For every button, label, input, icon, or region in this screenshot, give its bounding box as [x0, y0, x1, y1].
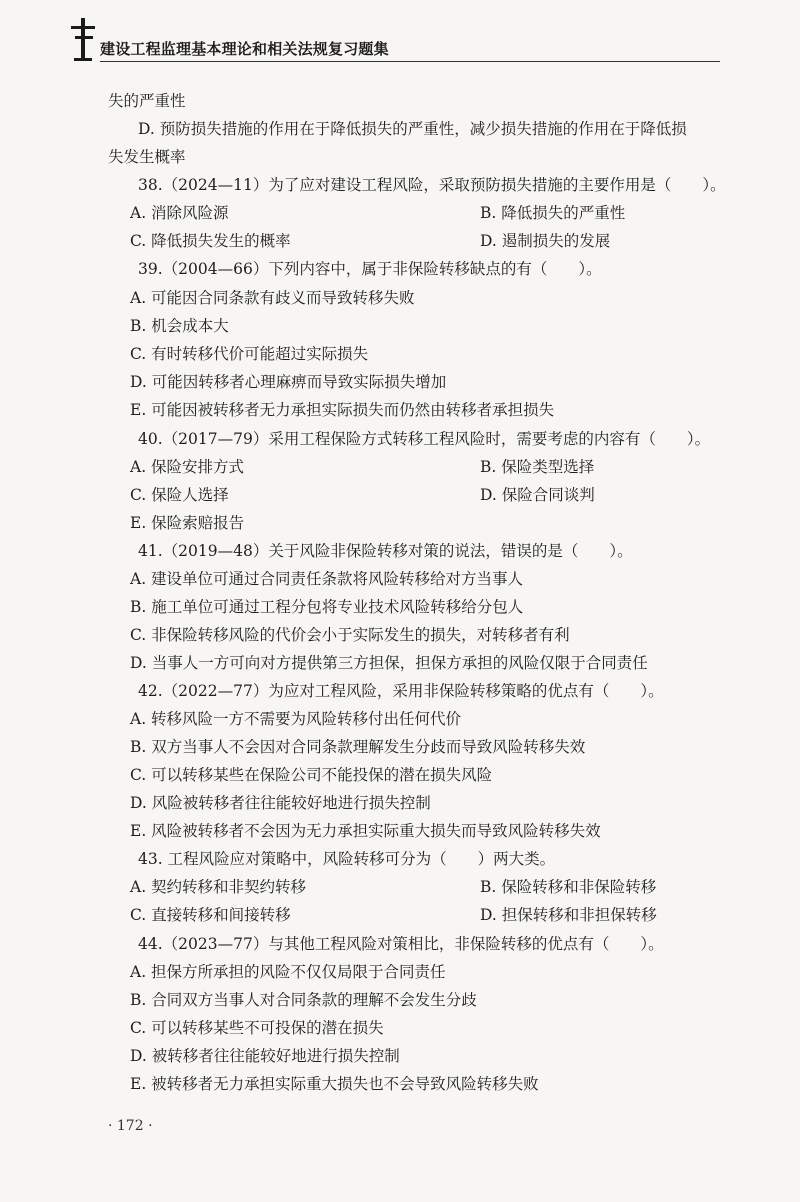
question-39: 39.（2004—66）下列内容中，属于非保险转移缺点的有（ ）。 — [138, 260, 602, 278]
option-c: C. 可以转移某些在保险公司不能投保的潜在损失风险 — [130, 766, 493, 784]
option-c: C. 非保险转移风险的代价会小于实际发生的损失，对转移者有利 — [130, 626, 570, 644]
option-c: C. 可以转移某些不可投保的潜在损失 — [130, 1019, 384, 1037]
question-42: 42.（2022—77）为应对工程风险，采用非保险转移策略的优点有（ ）。 — [138, 682, 664, 700]
question-40: 40.（2017—79）采用工程保险方式转移工程风险时，需要考虑的内容有（ ）。 — [138, 430, 711, 448]
option-b: B. 保险转移和非保险转移 — [480, 878, 657, 896]
option-a: A. 转移风险一方不需要为风险转移付出任何代价 — [130, 710, 462, 728]
question-43: 43. 工程风险应对策略中，风险转移可分为（ ）两大类。 — [138, 850, 556, 868]
option-a: A. 担保方所承担的风险不仅仅局限于合同责任 — [130, 963, 446, 981]
option-b: B. 施工单位可通过工程分包将专业技术风险转移给分包人 — [130, 598, 524, 616]
option-a: A. 消除风险源 — [130, 204, 229, 222]
option-d: D. 当事人一方可向对方提供第三方担保，担保方承担的风险仅限于合同责任 — [130, 654, 648, 672]
page-number: · 172 · — [108, 1118, 153, 1134]
question-44: 44.（2023—77）与其他工程风险对策相比，非保险转移的优点有（ ）。 — [138, 935, 664, 953]
text-line: D. 预防损失措施的作用在于降低损失的严重性，减少损失措施的作用在于降低损 — [138, 120, 687, 138]
option-c: C. 直接转移和间接转移 — [130, 906, 291, 924]
option-b: B. 机会成本大 — [130, 317, 229, 335]
option-d: D. 可能因转移者心理麻痹而导致实际损失增加 — [130, 373, 447, 391]
option-b: B. 保险类型选择 — [480, 458, 595, 476]
running-head-title: 建设工程监理基本理论和相关法规复习题集 — [100, 40, 389, 58]
option-b: B. 合同双方当事人对合同条款的理解不会发生分歧 — [130, 991, 477, 1009]
option-a: A. 保险安排方式 — [130, 458, 245, 476]
option-a: A. 建设单位可通过合同责任条款将风险转移给对方当事人 — [130, 570, 524, 588]
option-d: D. 风险被转移者往往能较好地进行损失控制 — [130, 794, 431, 812]
option-d: D. 保险合同谈判 — [480, 486, 595, 504]
option-d: D. 被转移者往往能较好地进行损失控制 — [130, 1047, 400, 1065]
question-41: 41.（2019—48）关于风险非保险转移对策的说法，错误的是（ ）。 — [138, 542, 633, 560]
option-d: D. 遏制损失的发展 — [480, 232, 611, 250]
option-e: E. 被转移者无力承担实际重大损失也不会导致风险转移失败 — [130, 1075, 539, 1093]
text-line: 失的严重性 — [108, 92, 186, 110]
option-e: E. 风险被转移者不会因为无力承担实际重大损失而导致风险转移失效 — [130, 822, 601, 840]
option-c: C. 保险人选择 — [130, 486, 229, 504]
option-b: B. 双方当事人不会因对合同条款理解发生分歧而导致风险转移失效 — [130, 738, 586, 756]
option-a: A. 契约转移和非契约转移 — [130, 878, 307, 896]
option-e: E. 可能因被转移者无力承担实际损失而仍然由转移者承担损失 — [130, 401, 555, 419]
question-38: 38.（2024—11）为了应对建设工程风险，采取预防损失措施的主要作用是（ ）。 — [138, 176, 726, 194]
option-d: D. 担保转移和非担保转移 — [480, 906, 657, 924]
option-b: B. 降低损失的严重性 — [480, 204, 626, 222]
option-c: C. 有时转移代价可能超过实际损失 — [130, 345, 369, 363]
option-a: A. 可能因合同条款有歧义而导致转移失败 — [130, 289, 415, 307]
option-c: C. 降低损失发生的概率 — [130, 232, 291, 250]
option-e: E. 保险索赔报告 — [130, 514, 245, 532]
text-line: 失发生概率 — [108, 148, 186, 166]
